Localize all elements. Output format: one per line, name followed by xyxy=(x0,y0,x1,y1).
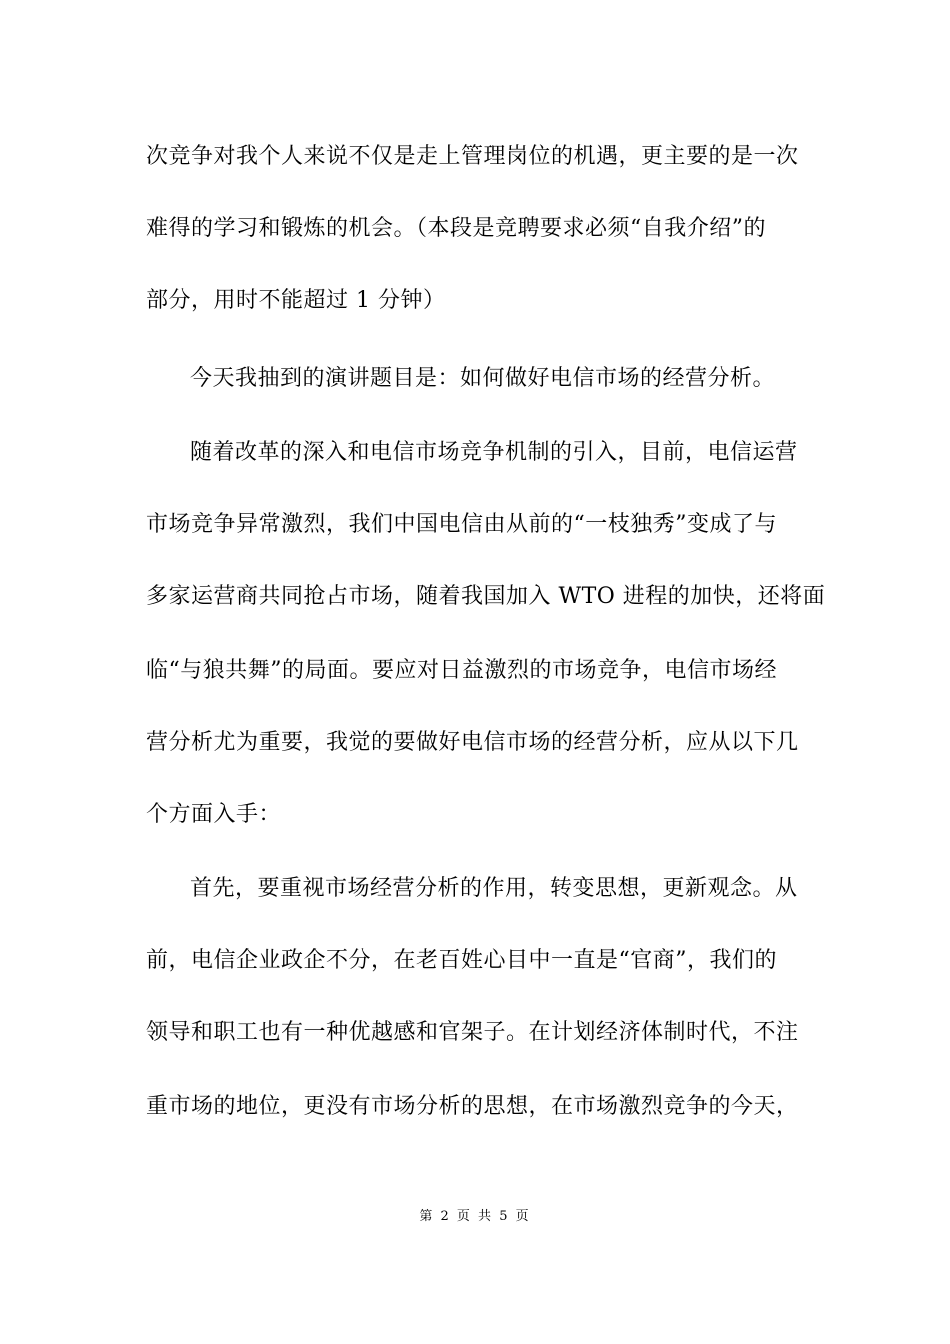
text-line: 部分，用时不能超过 1 分钟） xyxy=(146,288,446,313)
text-line: 临“与狼共舞”的局面。要应对日益激烈的市场竞争，电信市场经 xyxy=(146,658,777,683)
text-line: 领导和职工也有一种优越感和官架子。在计划经济体制时代，不注 xyxy=(146,1020,799,1045)
paragraph-first-line: 今天我抽到的演讲题目是：如何做好电信市场的经营分析。 xyxy=(190,366,776,391)
text-line: 重市场的地位，更没有市场分析的思想，在市场激烈竞争的今天， xyxy=(146,1094,799,1119)
text-line: 市场竞争异常激烈，我们中国电信由从前的“一枝独秀”变成了与 xyxy=(146,512,777,537)
text-line: 难得的学习和锻炼的机会。（本段是竞聘要求必须“自我介绍”的 xyxy=(146,216,766,241)
text-line: 次竞争对我个人来说不仅是走上管理岗位的机遇，更主要的是一次 xyxy=(146,144,799,169)
paragraph-first-line: 首先，要重视市场经营分析的作用，转变思想，更新观念。从 xyxy=(190,876,798,901)
text-line: 个方面入手： xyxy=(146,802,282,827)
page-footer: 第 2 页 共 5 页 xyxy=(419,1209,531,1224)
text-line: 前，电信企业政企不分，在老百姓心目中一直是“官商”，我们的 xyxy=(146,948,777,973)
text-line: 多家运营商共同抢占市场，随着我国加入 WTO 进程的加快，还将面 xyxy=(146,584,826,609)
paragraph-first-line: 随着改革的深入和电信市场竞争机制的引入，目前，电信运营 xyxy=(190,440,798,465)
text-line: 营分析尤为重要，我觉的要做好电信市场的经营分析，应从以下几 xyxy=(146,730,799,755)
